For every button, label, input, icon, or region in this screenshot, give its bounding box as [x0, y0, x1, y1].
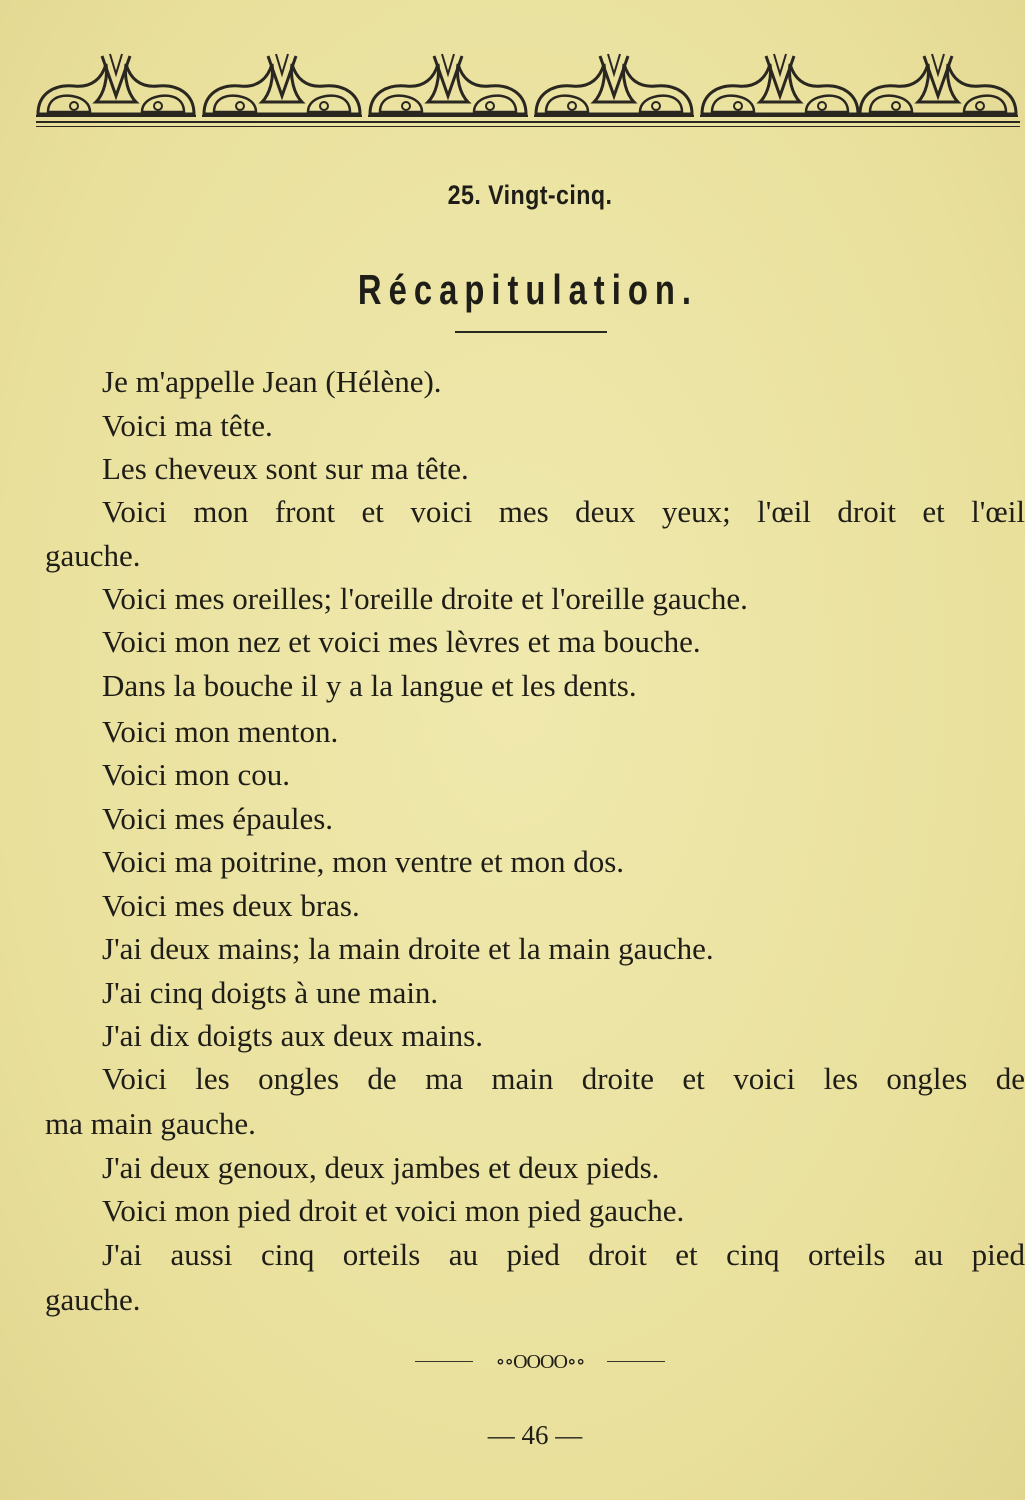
page-number: — 46 —: [487, 1420, 583, 1450]
header-rule-thin: [36, 126, 1020, 127]
text-line: Voici les ongles de ma main droite et voici les ongles de: [102, 1061, 1025, 1096]
text-line: Voici mes deux bras.: [102, 888, 360, 923]
end-ornament-rule-left: [415, 1361, 473, 1362]
text-line: Voici mes oreilles; l'oreille droite et l'oreille gauche.: [102, 581, 748, 616]
text-line: Voici mon nez et voici mes lèvres et ma bouche.: [102, 624, 701, 659]
page-title: Récapitulation.: [357, 266, 699, 313]
text-line: J'ai aussi cinq orteils au pied droit et cinq orteils au pied: [102, 1237, 1025, 1272]
text-line: Les cheveux sont sur ma tête.: [102, 451, 469, 486]
text-line: Voici ma tête.: [102, 408, 273, 443]
end-ornament-rule-right: [607, 1361, 665, 1362]
text-line: Voici mon menton.: [102, 714, 339, 749]
title-underline: [455, 331, 607, 333]
text-line: ma main gauche.: [45, 1106, 256, 1141]
text-line: Dans la bouche il y a la langue et les dents.: [102, 668, 637, 703]
text-line: Je m'appelle Jean (Hélène).: [102, 364, 442, 399]
text-line: Voici mes épaules.: [102, 801, 334, 836]
text-line: Voici ma poitrine, mon ventre et mon dos.: [102, 844, 625, 879]
text-line: gauche.: [45, 1282, 141, 1317]
text-line: J'ai dix doigts aux deux mains.: [102, 1018, 483, 1053]
text-line: J'ai deux genoux, deux jambes et deux pieds.: [102, 1150, 660, 1185]
text-line: Voici mon front et voici mes deux yeux; l'œil droit et l'œil: [102, 494, 1025, 529]
header-rule-thick: [36, 121, 1020, 123]
text-line: Voici mon pied droit et voici mon pied gauche.: [102, 1193, 685, 1228]
lesson-number: 25. Vingt-cinq.: [447, 180, 613, 210]
text-line: J'ai cinq doigts à une main.: [102, 975, 439, 1010]
end-ornament: [415, 1350, 665, 1374]
end-ornament-circles: ∘∘OOOO∘∘: [495, 1351, 585, 1373]
text-line: J'ai deux mains; la main droite et la main gauche.: [102, 931, 714, 966]
art-nouveau-border-icon: [34, 44, 1020, 124]
text-line: Voici mon cou.: [102, 757, 290, 792]
text-line: gauche.: [45, 538, 141, 573]
header-ornament-band: [34, 44, 1020, 124]
